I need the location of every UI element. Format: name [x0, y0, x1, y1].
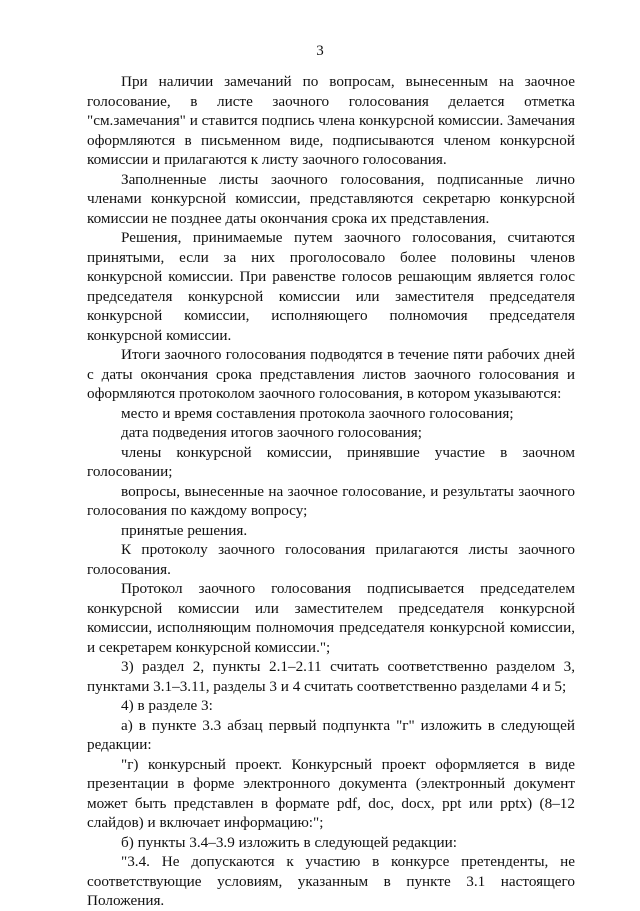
quoted-item-3-4: "3.4. Не допускаются к участию в конкурсе претенденты, не соответствующие условиям, указанным в пункте 3.1 настоящего Положения.: [87, 853, 575, 909]
page-number: 3: [316, 43, 324, 59]
quoted-subitem-g: "г) конкурсный проект. Конкурсный проект оформляется в виде презентации в форме электронного документа (электронный документ может быть представлен в формате pdf, doc, docx, ppt или pptx) (8–12 слайдов) и включает информацию:";: [87, 755, 575, 831]
amendment-item-4: 4) в разделе 3:: [121, 697, 213, 714]
amendment-item-3: 3) раздел 2, пункты 2.1–2.11 считать соответственно разделом 3, пунктами 3.1–3.11, разделы 3 и 4 считать соответственно разделами 4 и 5;: [87, 658, 575, 695]
list-item-decisions: принятые решения.: [121, 521, 248, 539]
list-item-place-time: место и время составления протокола заочного голосования;: [121, 404, 514, 422]
list-item-date: дата подведения итогов заочного голосования;: [121, 424, 422, 441]
paragraph-remarks: При наличии замечаний по вопросам, вынесенным на заочное голосование, в листе заочного голосования делается отметка "см.замечания" и ставится подпись члена конкурсной комиссии. Замечания оформляются в письменном виде, подписываются членом конкурсной комиссии и прилагаются к листу заочного голосования.: [87, 73, 575, 168]
amendment-subitem-a: а) в пункте 3.3 абзац первый подпункта "г" изложить в следующей редакции:: [87, 716, 575, 753]
paragraph-decisions: Решения, принимаемые путем заочного голосования, считаются принятыми, если за них проголосовало более половины членов конкурсной комиссии. При равенстве голосов решающим является голос председателя конкурсной комиссии или заместителя председателя конкурсной комиссии, исполняющего полномочия председателя конкурсной комиссии.: [87, 229, 575, 344]
paragraph-results: Итоги заочного голосования подводятся в течение пяти рабочих дней с даты окончания срока представления листов заочного голосования и оформляются протоколом заочного голосования, в котором указываются:: [87, 346, 575, 402]
list-item-members: члены конкурсной комиссии, принявшие участие в заочном голосовании;: [87, 443, 575, 480]
paragraph-protocol-signing: Протокол заочного голосования подписывается председателем конкурсной комиссии или заместителем председателя конкурсной комиссии, исполняющим полномочия председателя конкурсной комиссии, и секретарем конкурсной комиссии.";: [87, 580, 575, 656]
document-body: [87, 72, 575, 911]
paragraph-filled-sheets: Заполненные листы заочного голосования, подписанные лично членами конкурсной комиссии, представляются секретарю конкурсной комиссии не позднее даты окончания срока их представления.: [87, 170, 575, 227]
amendment-subitem-b: б) пункты 3.4–3.9 изложить в следующей редакции:: [121, 833, 457, 851]
paragraph-protocol-attachments: К протоколу заочного голосования прилагаются листы заочного голосования.: [87, 541, 575, 578]
list-item-questions: вопросы, вынесенные на заочное голосование, и результаты заочного голосования по каждому вопросу;: [87, 482, 575, 519]
